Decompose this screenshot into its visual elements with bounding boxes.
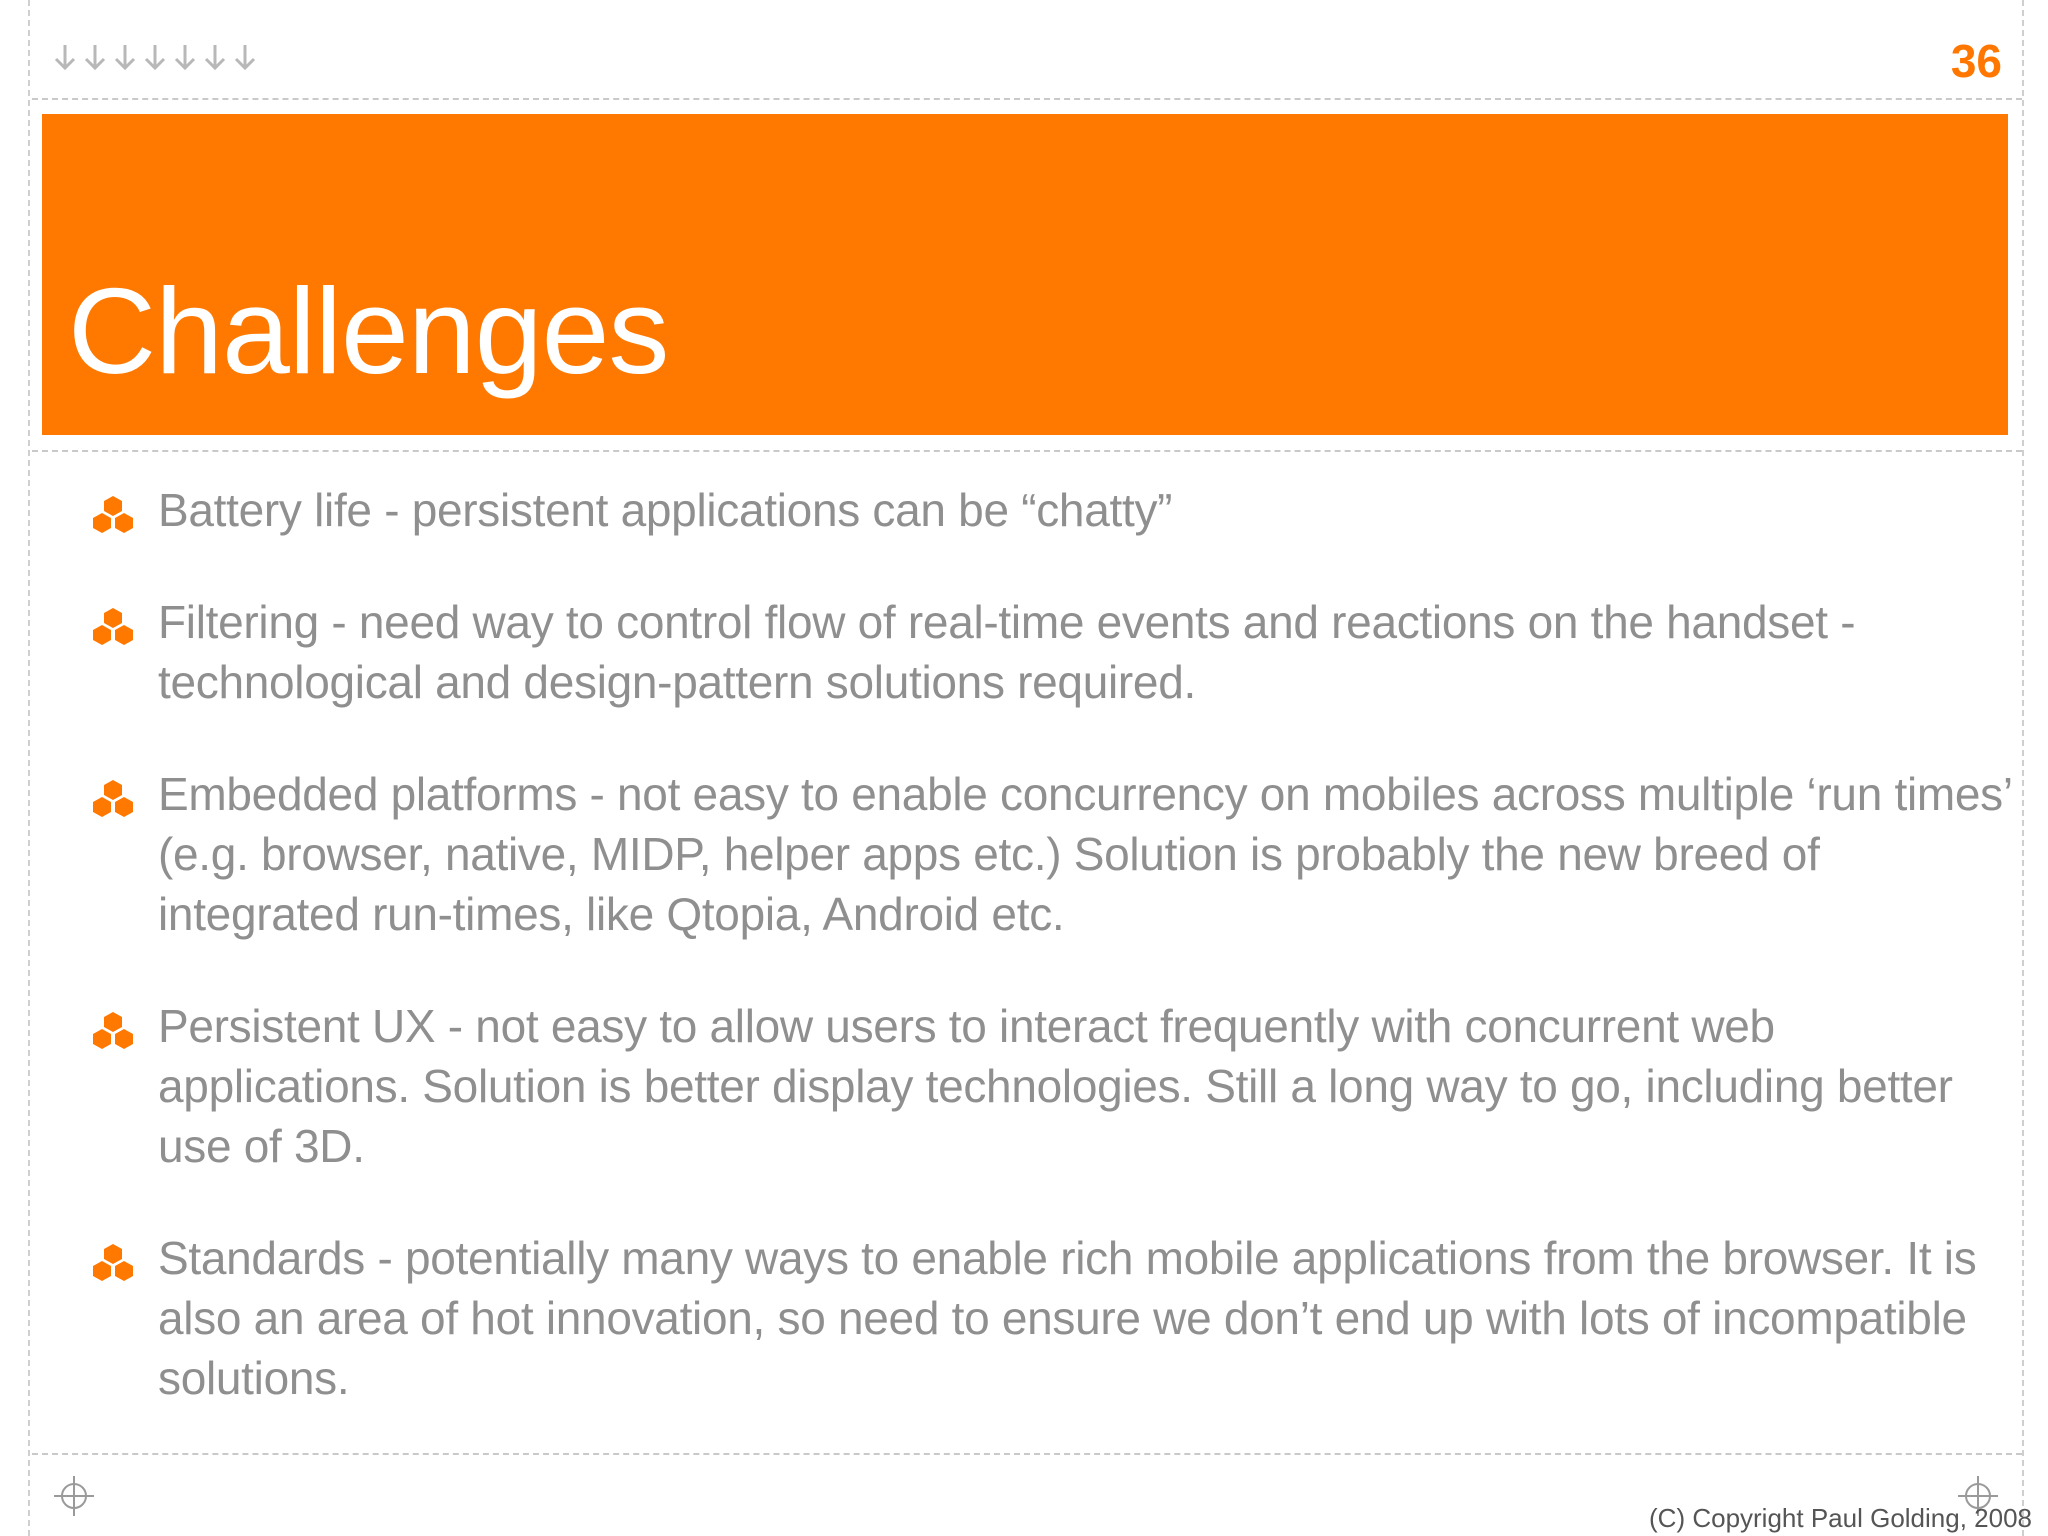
list-item (88, 764, 2018, 944)
bullet-text: Persistent UX - not easy to allow users to interact frequently with concurrent web applications. Solution is better display technologies. Still a long way to go, including better use of 3D. (158, 1000, 1953, 1172)
crosshair-icon (52, 1474, 96, 1518)
hexagon-cluster-icon (90, 494, 136, 534)
hexagon-cluster-icon (90, 1242, 136, 1282)
down-arrow-icon (142, 42, 168, 72)
down-arrow-icon (112, 42, 138, 72)
page-number: 36 (1950, 35, 2002, 87)
list-item (88, 1228, 2018, 1408)
bullet-text: Filtering - need way to control flow of real-time events and reactions on the handset - technological and design-pattern solutions required. (158, 596, 1856, 708)
slide-nav-arrows (52, 42, 258, 72)
list-item (88, 592, 2018, 712)
top-guide-line (32, 98, 2022, 100)
down-arrow-icon (52, 42, 78, 72)
right-guide-line (2022, 0, 2024, 1536)
bullet-text: Standards - potentially many ways to enable rich mobile applications from the browser. It is also an area of hot innovation, so need to ensure we don’t end up with lots of incompatible solutions. (158, 1232, 1977, 1404)
title-guide-line (32, 450, 2022, 452)
copyright-footer: (C) Copyright Paul Golding, 2008 (1649, 1503, 2032, 1533)
bullet-text: Embedded platforms - not easy to enable concurrency on mobiles across multiple ‘run times’ (e.g. browser, native, MIDP, helper apps etc.) Solution is probably the new breed of integrated run-times, like Qtopia, Android etc. (158, 768, 2012, 940)
bullet-list (88, 480, 2018, 1460)
hexagon-cluster-icon (90, 606, 136, 646)
hexagon-cluster-icon (90, 778, 136, 818)
down-arrow-icon (232, 42, 258, 72)
slide-title: Challenges (68, 263, 669, 399)
list-item (88, 480, 2018, 540)
hexagon-cluster-icon (90, 1010, 136, 1050)
down-arrow-icon (172, 42, 198, 72)
bullet-text: Battery life - persistent applications can be “chatty” (158, 484, 1173, 536)
left-guide-line (28, 0, 30, 1536)
title-bar (42, 114, 2008, 435)
list-item (88, 996, 2018, 1176)
down-arrow-icon (202, 42, 228, 72)
down-arrow-icon (82, 42, 108, 72)
